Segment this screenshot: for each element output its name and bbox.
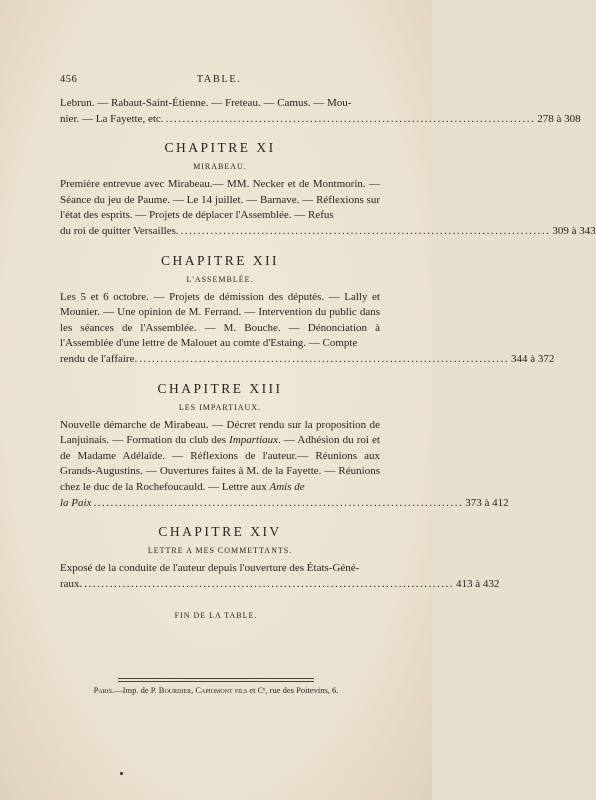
printer-imprint — [0, 684, 432, 696]
dot-leader: ....................................................................................... — [139, 352, 509, 365]
page-range: 309 à 343 — [552, 224, 596, 237]
entry-last-line — [60, 352, 555, 368]
imprint-printer: Capiomont fils — [195, 685, 248, 695]
page-range: 344 à 372 — [510, 352, 555, 365]
divider — [118, 681, 314, 682]
entry-text-italic: Amis de — [269, 480, 305, 493]
entry-last-line — [60, 112, 581, 128]
entry-last-text: du roi de quitter Versailles. — [60, 224, 179, 237]
running-title: TABLE. — [196, 74, 242, 85]
page-range: 278 à 308 — [537, 112, 581, 125]
entry-last-text: rendu de l'affaire. — [60, 352, 138, 365]
end-of-table: FIN DE LA TABLE. — [174, 611, 258, 620]
entry-text: Première entrevue avec Mirabeau.— MM. Necker et de Montmorin. — Séance du jeu de Paume. — Le 14 juillet. — Barnave. — Réflexions sur l'état des esprits. — Projets de déplacer l'Assemblée. — Refus — [60, 178, 380, 222]
toc-entry-continued — [60, 96, 581, 127]
entry-last-line — [60, 224, 596, 240]
chapter-subtitle: LETTRE A MES COMMETTANTS. — [147, 546, 293, 556]
entry-last-text: la Paix — [60, 496, 92, 509]
imprint-printer: Bourdier — [158, 685, 192, 695]
entry-text — [60, 418, 380, 496]
page-range: 413 à 432 — [456, 577, 500, 590]
chapter-section — [60, 524, 500, 592]
entry-text-italic: Impartiaux — [229, 434, 279, 447]
page-number: 456 — [60, 74, 78, 85]
entry-last-line — [60, 577, 500, 593]
dot-leader: ....................................................................................... — [165, 112, 536, 125]
imprint-text: .—Imp. de P. — [112, 685, 159, 695]
entry-last-text: raux. — [60, 577, 83, 590]
entry-text-part: . — Adhésion du roi et de Madame Adélaïde. — Réflexions de l'auteur.— Réunions aux Grands-Augustins. — Ouvertures faites à M. de la Fayette. — Réunions chez le duc de la Rochefoucauld. — Lettre aux — [60, 434, 380, 493]
dot-leader: ....................................................................................... — [180, 224, 551, 237]
dot-leader: ....................................................................................... — [84, 577, 455, 590]
chapter-heading: CHAPITRE XIII — [157, 380, 283, 396]
entry-last-text: nier. — La Fayette, etc. — [60, 112, 164, 125]
chapter-subtitle: L'ASSEMBLÉE. — [186, 274, 254, 284]
table-of-contents — [60, 96, 596, 592]
chapter-heading: CHAPITRE XIV — [158, 524, 282, 540]
ink-speck — [120, 772, 123, 775]
entry-last-line — [60, 496, 509, 512]
chapter-heading: CHAPITRE XII — [160, 252, 280, 268]
divider — [118, 678, 314, 679]
chapter-heading: CHAPITRE XI — [164, 140, 276, 156]
imprint-city: Paris — [93, 685, 113, 695]
chapter-section — [60, 252, 555, 368]
chapter-subtitle: MIRABEAU. — [193, 162, 247, 172]
chapter-subtitle: LES IMPARTIAUX. — [178, 402, 262, 412]
entry-text: Lebrun. — Rabaut-Saint-Étienne. — Freteau. — Camus. — Mou- — [60, 97, 352, 109]
imprint-text: et Cᵉ, rue des Poitevins, 6. — [247, 685, 339, 695]
entry-text: Les 5 et 6 octobre. — Projets de démission des députés. — Lally et Mounier. — Une opinion de M. Ferrand. — Intervention du public dans les séances de l'Assemblée. — M. Bouche. — Dénonciation à l'Assemblée d'une lettre de Malouet au comte d'Estaing. — Compte — [60, 290, 380, 350]
chapter-section — [60, 380, 509, 512]
page-range: 373 à 412 — [465, 496, 509, 509]
dot-leader: ....................................................................................... — [93, 496, 464, 509]
entry-text: Exposé de la conduite de l'auteur depuis l'ouverture des États-Géné- — [60, 562, 360, 575]
imprint-text: , — [191, 685, 196, 695]
chapter-section — [60, 140, 596, 239]
entry-text-part: Nouvelle démarche de Mirabeau. — Décret rendu sur la proposition de Lanjuinais. — Formation du club des — [60, 418, 380, 447]
